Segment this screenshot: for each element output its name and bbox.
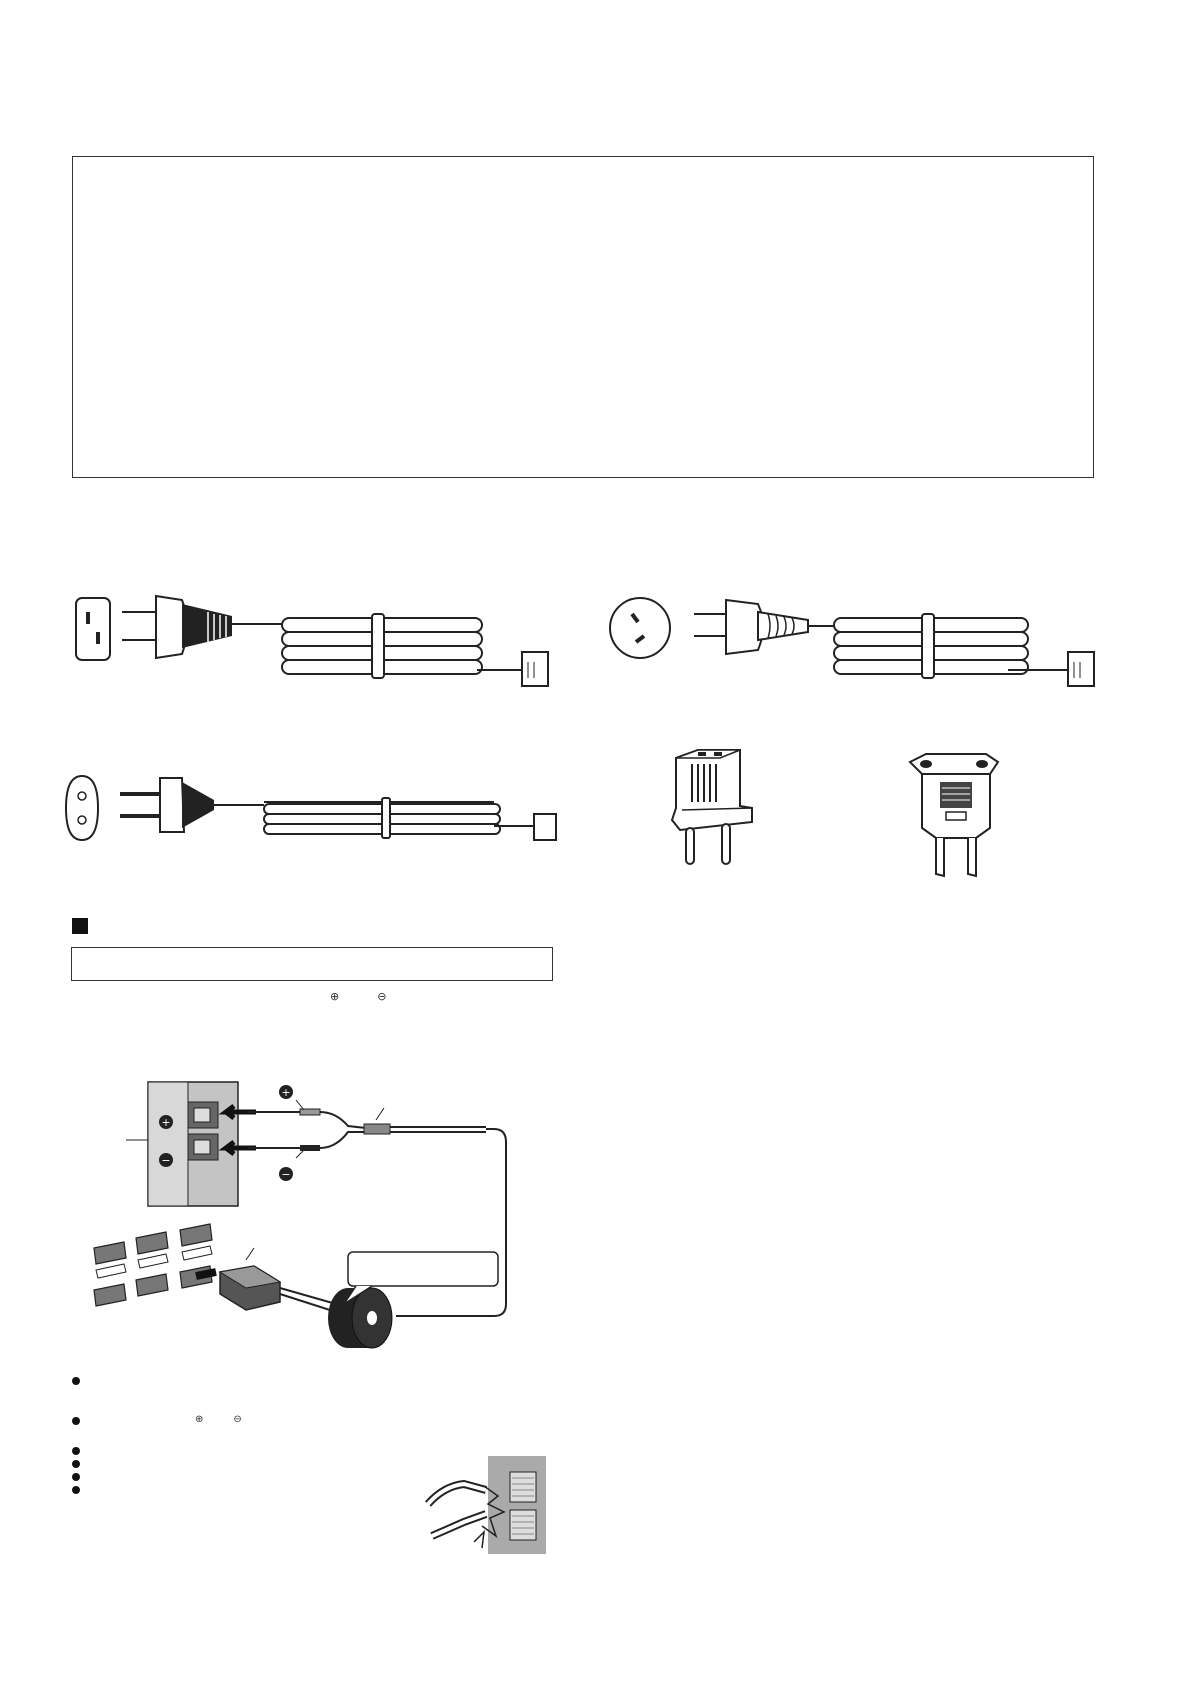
minus-symbol: ⊖: [377, 990, 425, 1003]
bullet-polarity-symbols: [195, 1414, 272, 1425]
plug-adaptor-flat-pin-icon: [906, 752, 1006, 882]
bullet-3: [72, 1447, 80, 1455]
svg-text:−: −: [161, 1154, 171, 1167]
notice-box: [72, 156, 1094, 478]
polarity-symbols: [330, 990, 424, 1003]
power-cord-angled-pin-icon: [608, 590, 1098, 690]
stripped-wire-inspection-icon: [424, 1456, 546, 1554]
plug-adaptor-round-figure: [668, 748, 768, 868]
power-cord-round-pin-icon: [64, 770, 564, 850]
bullet-5: [72, 1473, 80, 1481]
bullet-2: [72, 1417, 80, 1425]
svg-text:+: +: [281, 1086, 291, 1099]
plug-adaptor-flat-figure: [906, 752, 1006, 882]
bullet-4: [72, 1460, 80, 1468]
speaker-connection-diagram: [86, 1072, 556, 1362]
power-cord-two-flat-pin-icon: [72, 590, 552, 690]
plug-adaptor-round-pin-icon: [668, 748, 768, 868]
svg-text:−: −: [281, 1168, 291, 1181]
svg-text:+: +: [161, 1116, 171, 1129]
minus-symbol-small: ⊖: [233, 1414, 272, 1425]
section-heading-box: [71, 947, 553, 981]
plus-symbol-small: ⊕: [195, 1414, 234, 1425]
section-marker: [72, 918, 88, 934]
bullet-1: [72, 1377, 80, 1385]
bullet-6: [72, 1486, 80, 1494]
power-cord-au-figure: [608, 590, 1098, 690]
speaker-wire-connection-diagram-icon: [86, 1072, 556, 1362]
power-cord-us-figure: [72, 590, 552, 690]
plus-symbol: ⊕: [330, 990, 378, 1003]
power-cord-eu-figure: [64, 770, 564, 850]
wire-inspection-figure: [424, 1456, 546, 1554]
